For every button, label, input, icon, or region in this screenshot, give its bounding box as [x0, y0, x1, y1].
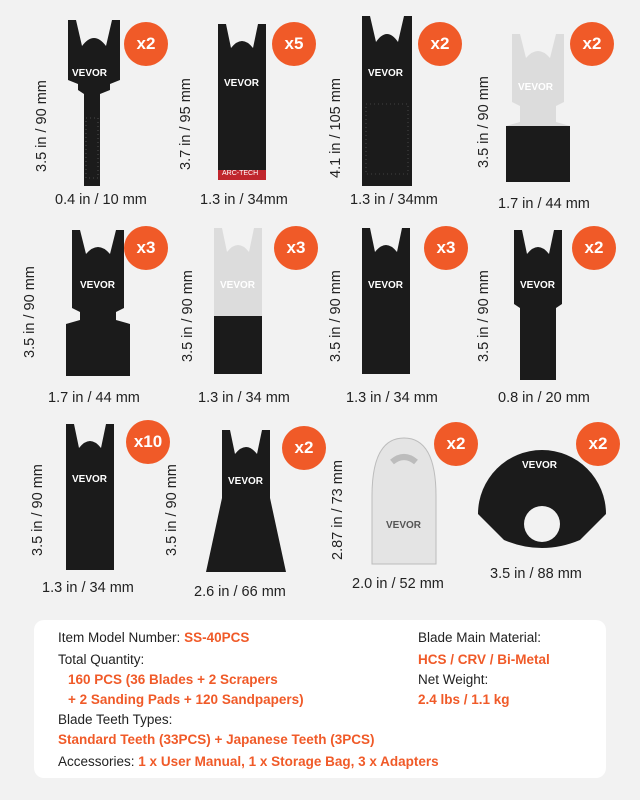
- blade-4: [498, 32, 578, 184]
- teeth-value: Standard Teeth (33PCS) + Japanese Teeth (3PCS): [58, 732, 375, 747]
- blade-12-brand: VEVOR: [522, 460, 558, 471]
- quantity-label: Total Quantity:: [58, 652, 145, 667]
- qty-badge-3: x2: [418, 22, 462, 66]
- blade-6-brand: VEVOR: [220, 280, 256, 291]
- blade-11: [364, 436, 444, 566]
- height-label-9: 3.5 in / 90 mm: [30, 464, 46, 556]
- qty-badge-6: x3: [274, 226, 318, 270]
- qty-badge-9: x10: [126, 420, 170, 464]
- blade-11-shape: [364, 436, 444, 566]
- width-label-2: 1.3 in / 34mm: [200, 192, 288, 208]
- blade-7-brand: VEVOR: [368, 280, 404, 291]
- blade-6-shape: [210, 226, 266, 376]
- qty-badge-5: x3: [124, 226, 168, 270]
- width-label-10: 2.6 in / 66 mm: [194, 584, 286, 600]
- blade-2-tag: ARC-TECH: [222, 170, 259, 177]
- height-label-6: 3.5 in / 90 mm: [180, 270, 196, 362]
- width-label-12: 3.5 in / 88 mm: [490, 566, 582, 582]
- height-label-4: 3.5 in / 90 mm: [476, 76, 492, 168]
- quantity-line-2: + 2 Sanding Pads + 120 Sandpapers): [68, 692, 304, 707]
- qty-badge-11: x2: [434, 422, 478, 466]
- height-label-11: 2.87 in / 73 mm: [330, 460, 346, 560]
- qty-badge-8: x2: [572, 226, 616, 270]
- weight-value: 2.4 lbs / 1.1 kg: [418, 692, 510, 707]
- blade-3-brand: VEVOR: [368, 68, 404, 79]
- blade-12: [476, 452, 608, 552]
- blade-1-shape: [64, 18, 124, 188]
- blade-3: [358, 14, 416, 188]
- model-value: SS-40PCS: [184, 630, 250, 645]
- height-label-7: 3.5 in / 90 mm: [328, 270, 344, 362]
- width-label-7: 1.3 in / 34 mm: [346, 390, 438, 406]
- qty-badge-12: x2: [576, 422, 620, 466]
- blade-11-brand: VEVOR: [386, 520, 422, 531]
- width-label-6: 1.3 in / 34 mm: [198, 390, 290, 406]
- blade-10-shape: [204, 428, 288, 574]
- blade-1-brand: VEVOR: [72, 68, 108, 79]
- qty-badge-7: x3: [424, 226, 468, 270]
- blade-8: [510, 228, 566, 382]
- width-label-5: 1.7 in / 44 mm: [48, 390, 140, 406]
- blade-2-brand: VEVOR: [224, 78, 260, 89]
- blade-7-shape: [358, 226, 414, 376]
- width-label-9: 1.3 in / 34 mm: [42, 580, 134, 596]
- blade-7: [358, 226, 414, 376]
- blade-2-shape: [214, 22, 270, 184]
- width-label-11: 2.0 in / 52 mm: [352, 576, 444, 592]
- quantity-line-1: 160 PCS (36 Blades + 2 Scrapers: [68, 672, 278, 687]
- teeth-label: Blade Teeth Types:: [58, 712, 173, 727]
- blade-9: [62, 422, 118, 572]
- blade-8-shape: [510, 228, 566, 382]
- blade-10: [204, 428, 288, 574]
- qty-badge-10: x2: [282, 426, 326, 470]
- width-label-3: 1.3 in / 34mm: [350, 192, 438, 208]
- blade-6: [210, 226, 266, 376]
- width-label-8: 0.8 in / 20 mm: [498, 390, 590, 406]
- width-label-1: 0.4 in / 10 mm: [55, 192, 147, 208]
- spec-accessories-row: [58, 754, 439, 769]
- width-label-4: 1.7 in / 44 mm: [498, 196, 590, 212]
- blade-5-brand: VEVOR: [80, 280, 116, 291]
- blade-9-shape: [62, 422, 118, 572]
- material-value: HCS / CRV / Bi-Metal: [418, 652, 550, 667]
- height-label-10: 3.5 in / 90 mm: [164, 464, 180, 556]
- height-label-5: 3.5 in / 90 mm: [22, 266, 38, 358]
- blade-4-shape: [498, 32, 578, 184]
- qty-badge-4: x2: [570, 22, 614, 66]
- accessories-value: 1 x User Manual, 1 x Storage Bag, 3 x Adapters: [138, 754, 439, 769]
- blade-9-brand: VEVOR: [72, 474, 108, 485]
- height-label-1: 3.5 in / 90 mm: [34, 80, 50, 172]
- blade-8-brand: VEVOR: [520, 280, 556, 291]
- spec-model-row: [58, 630, 249, 645]
- blade-10-brand: VEVOR: [228, 476, 264, 487]
- material-label: Blade Main Material:: [418, 630, 542, 645]
- accessories-label: Accessories:: [58, 754, 135, 769]
- blade-2: [214, 22, 270, 184]
- qty-badge-2: x5: [272, 22, 316, 66]
- model-label: Item Model Number:: [58, 630, 181, 645]
- qty-badge-1: x2: [124, 22, 168, 66]
- blade-3-shape: [358, 14, 416, 188]
- blade-1: [64, 18, 124, 188]
- height-label-8: 3.5 in / 90 mm: [476, 270, 492, 362]
- weight-label: Net Weight:: [418, 672, 489, 687]
- height-label-3: 4.1 in / 105 mm: [328, 78, 344, 178]
- height-label-2: 3.7 in / 95 mm: [178, 78, 194, 170]
- spec-panel: [34, 620, 606, 778]
- blade-4-brand: VEVOR: [518, 82, 554, 93]
